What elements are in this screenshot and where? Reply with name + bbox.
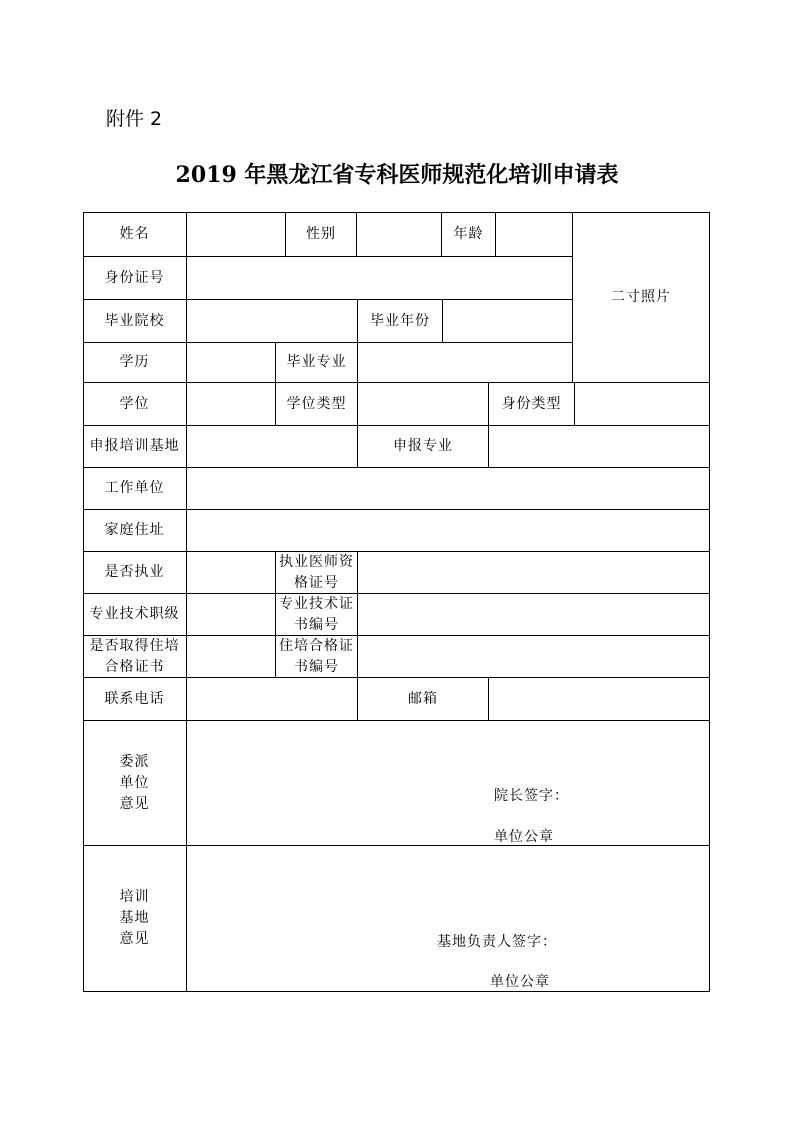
- email-label: 邮箱: [358, 678, 489, 721]
- application-form-table: [83, 212, 710, 992]
- address-label: 家庭住址: [83, 510, 187, 552]
- identity-type-label: 身份类型: [489, 383, 575, 426]
- base-opinion-label: 培训 基地 意见: [83, 846, 187, 992]
- license-cert-field[interactable]: [358, 552, 710, 594]
- major-field[interactable]: [358, 343, 573, 383]
- gender-label: 性别: [286, 212, 357, 257]
- phone-label: 联系电话: [83, 678, 187, 721]
- degree-label: 学位: [83, 383, 187, 426]
- specialty-field[interactable]: [489, 426, 710, 468]
- residency-passed-label: 是否取得住培 合格证书: [83, 636, 187, 678]
- identity-type-field[interactable]: [575, 383, 710, 426]
- education-field[interactable]: [187, 343, 276, 383]
- name-label: 姓名: [83, 212, 187, 257]
- phone-field[interactable]: [187, 678, 358, 721]
- age-field[interactable]: [496, 212, 573, 257]
- license-cert-label: 执业医师资 格证号: [276, 552, 358, 594]
- id-number-field[interactable]: [187, 257, 573, 300]
- grad-year-field[interactable]: [443, 300, 573, 343]
- dispatch-opinion-field[interactable]: [187, 721, 710, 846]
- base-head-signature-label: 基地负责人签字：: [437, 934, 557, 950]
- school-field[interactable]: [187, 300, 358, 343]
- annex-label: 附件 2: [106, 108, 163, 130]
- base-seal-label: 单位公章: [490, 974, 550, 990]
- base-opinion-field[interactable]: [187, 846, 710, 992]
- address-field[interactable]: [187, 510, 710, 552]
- base-field[interactable]: [187, 426, 358, 468]
- residency-cert-field[interactable]: [358, 636, 710, 678]
- base-label: 申报培训基地: [83, 426, 187, 468]
- residency-cert-label: 住培合格证 书编号: [276, 636, 358, 678]
- degree-type-field[interactable]: [358, 383, 489, 426]
- name-field[interactable]: [187, 212, 286, 257]
- licensed-label: 是否执业: [83, 552, 187, 594]
- workplace-field[interactable]: [187, 468, 710, 510]
- degree-type-label: 学位类型: [276, 383, 358, 426]
- title-level-label: 专业技术职级: [83, 594, 187, 636]
- education-label: 学历: [83, 343, 187, 383]
- title-level-field[interactable]: [187, 594, 276, 636]
- grad-year-label: 毕业年份: [358, 300, 443, 343]
- form-title: 2019 年黑龙江省专科医师规范化培训申请表: [175, 162, 619, 188]
- title-cert-label: 专业技术证 书编号: [276, 594, 358, 636]
- email-field[interactable]: [489, 678, 710, 721]
- major-label: 毕业专业: [276, 343, 358, 383]
- unit-seal-label: 单位公章: [494, 829, 554, 845]
- residency-passed-field[interactable]: [187, 636, 276, 678]
- school-label: 毕业院校: [83, 300, 187, 343]
- age-label: 年龄: [442, 212, 496, 257]
- id-number-label: 身份证号: [83, 257, 187, 300]
- specialty-label: 申报专业: [358, 426, 489, 468]
- licensed-field[interactable]: [187, 552, 276, 594]
- dean-signature-label: 院长签字：: [494, 788, 569, 804]
- title-cert-field[interactable]: [358, 594, 710, 636]
- photo-box[interactable]: 二寸照片: [573, 212, 710, 383]
- gender-field[interactable]: [357, 212, 442, 257]
- degree-field[interactable]: [187, 383, 276, 426]
- dispatch-opinion-label: 委派 单位 意见: [83, 721, 187, 846]
- workplace-label: 工作单位: [83, 468, 187, 510]
